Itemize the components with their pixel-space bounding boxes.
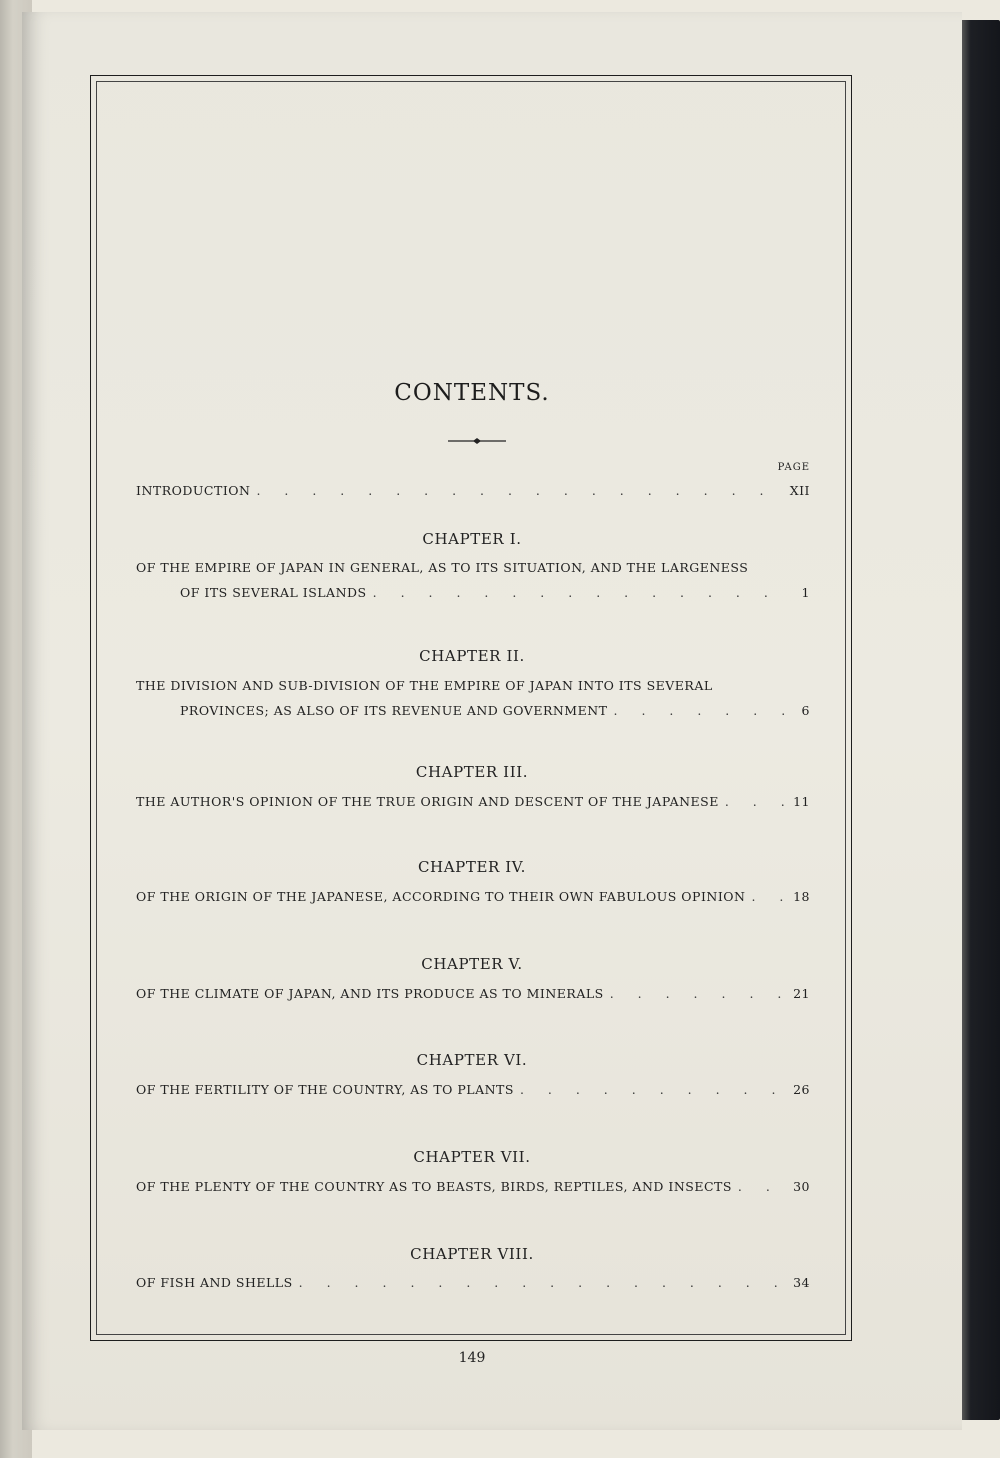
toc-page-number: 6 (801, 703, 810, 718)
leader-dots (725, 789, 786, 814)
toc-page-number: 26 (793, 1082, 810, 1097)
toc-entry-title: THE DIVISION AND SUB-DIVISION OF THE EMPIRE OF JAPAN INTO ITS SEVERAL (136, 678, 713, 693)
toc-page-number: 34 (793, 1275, 810, 1290)
toc-page-number: 21 (793, 986, 810, 1001)
leader-dots (751, 884, 786, 909)
toc-entry-title: OF FISH AND SHELLS (136, 1275, 293, 1290)
chapter-heading-2: CHAPTER II. (419, 647, 525, 665)
toc-page-number: 30 (793, 1179, 810, 1194)
heading-ornament (448, 436, 506, 446)
toc-entry-title: OF THE FERTILITY OF THE COUNTRY, AS TO PLANTS (136, 1082, 514, 1097)
toc-entry-title-continued: PROVINCES; AS ALSO OF ITS REVENUE AND GOVERNMENT (180, 703, 608, 718)
toc-page-number: 18 (793, 889, 810, 904)
toc-entry-chapter-4 (136, 884, 810, 909)
book-cover-edge (958, 20, 1000, 1420)
chapter-heading-8: CHAPTER VIII. (410, 1245, 534, 1263)
toc-entry-chapter-5 (136, 981, 810, 1006)
leader-dots (299, 1270, 786, 1295)
chapter-heading-1: CHAPTER I. (422, 530, 522, 548)
toc-entry-title-continued: OF ITS SEVERAL ISLANDS (180, 585, 367, 600)
toc-entry-title: OF THE CLIMATE OF JAPAN, AND ITS PRODUCE AS TO MINERALS (136, 986, 604, 1001)
leader-dots (256, 478, 783, 503)
toc-entry-title: OF THE ORIGIN OF THE JAPANESE, ACCORDING TO THEIR OWN FABULOUS OPINION (136, 889, 746, 904)
leader-dots (373, 580, 786, 605)
chapter-heading-7: CHAPTER VII. (413, 1148, 531, 1166)
toc-entry-title: INTRODUCTION (136, 483, 251, 498)
contents-heading: CONTENTS. (394, 380, 550, 406)
leader-dots (610, 981, 786, 1006)
leader-dots (738, 1174, 786, 1199)
toc-entry-chapter-7 (136, 1174, 810, 1199)
toc-entry-chapter-2 (136, 673, 810, 723)
toc-entry-title: OF THE PLENTY OF THE COUNTRY AS TO BEASTS, BIRDS, REPTILES, AND INSECTS (136, 1179, 732, 1194)
toc-entry-chapter-8 (136, 1270, 810, 1295)
page-folio-number: 149 (458, 1350, 486, 1366)
toc-page-number: XII (789, 483, 810, 498)
leader-dots (520, 1077, 786, 1102)
chapter-heading-3: CHAPTER III. (415, 763, 529, 781)
leader-dots (614, 698, 786, 723)
toc-entry-title: THE AUTHOR'S OPINION OF THE TRUE ORIGIN AND DESCENT OF THE JAPANESE (136, 794, 719, 809)
chapter-heading-4: CHAPTER IV. (417, 858, 526, 876)
chapter-heading-6: CHAPTER VI. (416, 1051, 528, 1069)
toc-entry-chapter-1 (136, 555, 810, 605)
toc-page-number: 11 (793, 794, 810, 809)
toc-entry-chapter-6 (136, 1077, 810, 1102)
toc-entry-introduction (136, 478, 810, 503)
toc-entry-chapter-3 (136, 789, 810, 814)
page-column-label: PAGE (777, 462, 810, 473)
toc-entry-title: OF THE EMPIRE OF JAPAN IN GENERAL, AS TO ITS SITUATION, AND THE LARGENESS (136, 560, 749, 575)
toc-page-number: 1 (801, 585, 810, 600)
chapter-heading-5: CHAPTER V. (421, 955, 523, 973)
